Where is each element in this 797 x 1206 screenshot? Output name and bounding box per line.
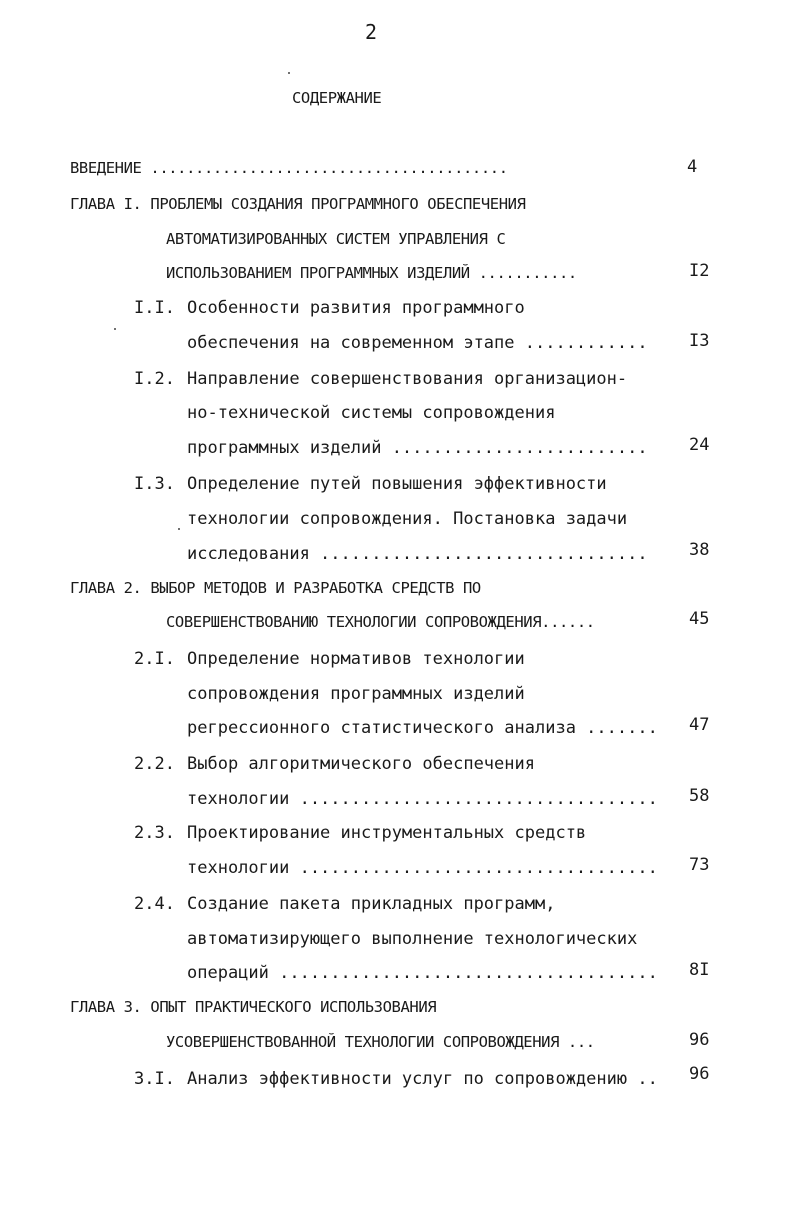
section-title-line: технологии ...................................	[187, 858, 658, 878]
chapter-title-line: ГЛАВА I. ПРОБЛЕМЫ СОЗДАНИЯ ПРОГРАММНОГО ОБЕСПЕЧЕНИЯ	[70, 195, 526, 213]
toc-page-number: 58	[689, 786, 710, 806]
section-number: 2.2.	[134, 754, 175, 774]
scan-speck	[288, 72, 290, 74]
scan-speck	[114, 328, 116, 330]
toc-page-number: 73	[689, 855, 710, 875]
section-title-line: технологии ...................................	[187, 789, 658, 809]
chapter-title-line: ИСПОЛЬЗОВАНИЕМ ПРОГРАММНЫХ ИЗДЕЛИЙ ...........	[166, 264, 577, 282]
section-title-line: Анализ эффективности услуг по сопровождению ..	[187, 1069, 658, 1089]
section-number: I.I.	[134, 298, 175, 318]
section-number: I.3.	[134, 474, 175, 494]
toc-page-number: I2	[689, 261, 710, 281]
section-title-line: сопровождения программных изделий	[187, 684, 525, 704]
toc-page-number: 96	[689, 1064, 710, 1084]
scan-speck	[178, 528, 180, 530]
section-title-line: технологии сопровождения. Постановка задачи	[187, 509, 628, 529]
toc-page-number: 4	[687, 157, 698, 177]
toc-page-number: 96	[689, 1030, 710, 1050]
section-title-line: операций .....................................	[187, 963, 658, 983]
section-title-line: но-технической системы сопровождения	[187, 403, 556, 423]
section-title-line: регрессионного статистического анализа .......	[187, 718, 658, 738]
section-title-line: Проектирование инструментальных средств	[187, 823, 587, 843]
chapter-title-line: УСОВЕРШЕНСТВОВАННОЙ ТЕХНОЛОГИИ СОПРОВОЖДЕНИЯ ...	[166, 1033, 595, 1051]
toc-page-number: 47	[689, 715, 710, 735]
section-number: 3.I.	[134, 1069, 175, 1089]
chapter-title-line: ГЛАВА 3. ОПЫТ ПРАКТИЧЕСКОГО ИСПОЛЬЗОВАНИЯ	[70, 998, 437, 1016]
section-title-line: автоматизирующего выполнение технологических	[187, 929, 638, 949]
chapter-title-line: СОВЕРШЕНСТВОВАНИЮ ТЕХНОЛОГИИ СОПРОВОЖДЕНИЯ......	[166, 613, 595, 631]
section-title-line: программных изделий .........................	[187, 438, 648, 458]
section-title-line: Создание пакета прикладных программ,	[187, 894, 556, 914]
section-title-line: исследования ................................	[187, 544, 648, 564]
toc-entry-text: ВВЕДЕНИЕ ........................................	[70, 159, 508, 177]
section-title-line: Определение нормативов технологии	[187, 649, 525, 669]
toc-page-number: 38	[689, 540, 710, 560]
chapter-title-line: АВТОМАТИЗИРОВАННЫХ СИСТЕМ УПРАВЛЕНИЯ С	[166, 230, 506, 248]
page-number: 2	[365, 20, 378, 44]
section-title-line: Направление совершенствования организацион-	[187, 369, 628, 389]
section-number: 2.I.	[134, 649, 175, 669]
section-number: 2.3.	[134, 823, 175, 843]
toc-page-number: 45	[689, 609, 710, 629]
chapter-title-line: ГЛАВА 2. ВЫБОР МЕТОДОВ И РАЗРАБОТКА СРЕДСТВ ПО	[70, 579, 481, 597]
section-title-line: Выбор алгоритмического обеспечения	[187, 754, 535, 774]
toc-page-number: I3	[689, 331, 710, 351]
toc-page-number: 8I	[689, 960, 710, 980]
section-title-line: Определение путей повышения эффективности	[187, 474, 607, 494]
page-title: СОДЕРЖАНИЕ	[292, 89, 382, 107]
section-title-line: обеспечения на современном этапе ............	[187, 333, 648, 353]
section-title-line: Особенности развития программного	[187, 298, 525, 318]
section-number: I.2.	[134, 369, 175, 389]
section-number: 2.4.	[134, 894, 175, 914]
toc-page-number: 24	[689, 435, 710, 455]
